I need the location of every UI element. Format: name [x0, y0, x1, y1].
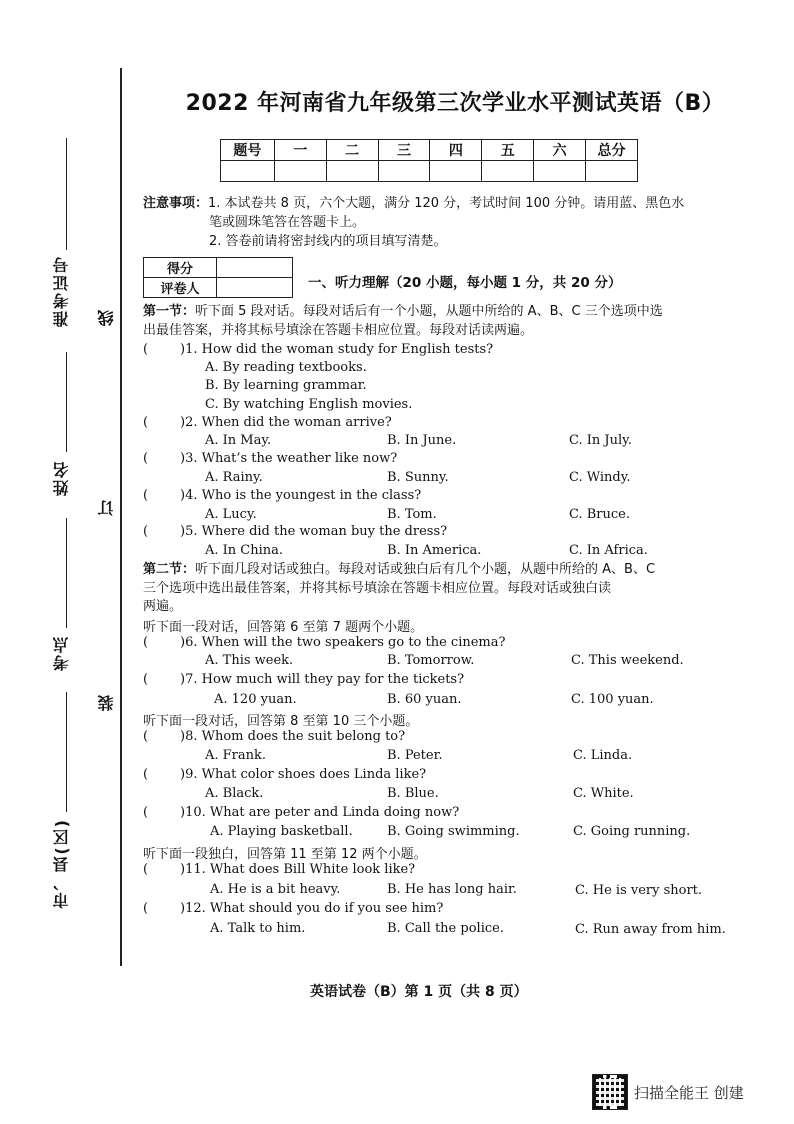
- question-10-option-c: C. Going running.: [573, 824, 691, 839]
- qr-code-icon: [592, 1074, 628, 1110]
- score-cell[interactable]: [586, 161, 638, 182]
- question-2-option-b: B. In June.: [387, 433, 457, 448]
- intro-questions-11-12: 听下面一段独白，回答第 11 至第 12 两个小题。: [143, 847, 427, 862]
- question-1-option-b: B. By learning grammar.: [205, 378, 367, 393]
- district-underline: [66, 692, 67, 812]
- question-7-option-a: A. 120 yuan.: [214, 692, 297, 707]
- question-11-option-c: C. He is very short.: [575, 883, 703, 898]
- question-5-option-a: A. In China.: [205, 543, 284, 558]
- answer-bracket[interactable]: (: [143, 415, 149, 430]
- question-7-stem: )7. How much will they pay for the tickets?: [180, 672, 465, 687]
- exam-notes: [143, 194, 783, 251]
- score-header-cell: 六: [534, 140, 586, 161]
- question-3-stem: )3. What’s the weather like now?: [180, 451, 398, 466]
- question-8-option-c: C. Linda.: [573, 748, 633, 763]
- question-12-option-c: C. Run away from him.: [575, 922, 726, 937]
- exam-id-underline: [66, 138, 67, 250]
- page-title: 2022 年河南省九年级第三次学业水平测试英语（B）: [185, 91, 725, 116]
- question-2-option-a: A. In May.: [205, 433, 272, 448]
- notes-item-1: 1. 本试卷共 8 页，六个大题，满分 120 分，考试时间 100 分钟。请用蓝、黑色水: [208, 196, 685, 211]
- section2-text-2: 三个选项中选出最佳答案，并将其标号填涂在答题卡相应位置。每段对话或独白读: [143, 580, 612, 596]
- score-cell[interactable]: [274, 161, 326, 182]
- score-cell[interactable]: [221, 161, 275, 182]
- exam-site-underline: [66, 518, 67, 628]
- score-table-header-row: [221, 140, 638, 161]
- question-9-option-c: C. White.: [573, 786, 634, 801]
- district-label: 市、县(区): [52, 818, 71, 909]
- grader-box: [143, 257, 293, 298]
- section2-text-3: 两遍。: [143, 599, 183, 614]
- answer-bracket[interactable]: (: [143, 901, 149, 916]
- notes-label: 注意事项：: [143, 196, 209, 211]
- score-header-cell: 二: [326, 140, 378, 161]
- notes-item-2: 2. 答卷前请将密封线内的项目填写清楚。: [209, 234, 447, 249]
- name-underline: [66, 352, 67, 452]
- section2-label: 第二节：: [143, 562, 196, 577]
- question-1-option-c: C. By watching English movies.: [205, 397, 413, 412]
- part1-heading: 一、听力理解（20 小题，每小题 1 分，共 20 分）: [308, 275, 622, 291]
- binding-line-mark: 线: [97, 310, 116, 326]
- answer-bracket[interactable]: (: [143, 729, 149, 744]
- question-11-option-a: A. He is a bit heavy.: [210, 882, 341, 897]
- scanner-watermark: 扫描全能王 创建: [634, 1084, 744, 1102]
- question-5-option-c: C. In Africa.: [569, 543, 648, 558]
- answer-bracket[interactable]: (: [143, 342, 149, 357]
- question-4-option-b: B. Tom.: [387, 507, 437, 522]
- score-header-cell: 总分: [586, 140, 638, 161]
- question-8-option-a: A. Frank.: [205, 748, 267, 763]
- question-9-stem: )9. What color shoes does Linda like?: [180, 767, 427, 782]
- grader-score-label: 得分: [144, 258, 217, 278]
- score-header-cell: 一: [274, 140, 326, 161]
- grader-reviewer-label: 评卷人: [144, 278, 217, 298]
- answer-bracket[interactable]: (: [143, 635, 149, 650]
- exam-site-label: 考点: [52, 635, 71, 671]
- score-cell[interactable]: [378, 161, 430, 182]
- question-11-stem: )11. What does Bill White look like?: [180, 862, 416, 877]
- score-header-cell: 题号: [221, 140, 275, 161]
- answer-bracket[interactable]: (: [143, 672, 149, 687]
- question-4-option-a: A. Lucy.: [205, 507, 257, 522]
- question-12-option-b: B. Call the police.: [387, 921, 504, 936]
- binding-margin-rule: [120, 68, 122, 966]
- score-cell[interactable]: [534, 161, 586, 182]
- question-10-stem: )10. What are peter and Linda doing now?: [180, 805, 460, 820]
- answer-bracket[interactable]: (: [143, 488, 149, 503]
- answer-bracket[interactable]: (: [143, 524, 149, 539]
- score-cell[interactable]: [326, 161, 378, 182]
- score-header-cell: 三: [378, 140, 430, 161]
- score-header-cell: 四: [430, 140, 482, 161]
- question-6-option-a: A. This week.: [205, 653, 294, 668]
- score-cell[interactable]: [430, 161, 482, 182]
- binding-staple-mark: 订: [97, 500, 116, 516]
- question-8-stem: )8. Whom does the suit belong to?: [180, 729, 406, 744]
- binding-pack-mark: 装: [97, 695, 116, 711]
- question-4-stem: )4. Who is the youngest in the class?: [180, 488, 422, 503]
- answer-bracket[interactable]: (: [143, 862, 149, 877]
- section1-label: 第一节：: [143, 304, 196, 319]
- grader-reviewer-cell[interactable]: [217, 278, 293, 298]
- question-9-option-a: A. Black.: [205, 786, 264, 801]
- answer-bracket[interactable]: (: [143, 767, 149, 782]
- exam-id-label: 准考证号: [52, 255, 71, 327]
- question-9-option-b: B. Blue.: [387, 786, 439, 801]
- answer-bracket[interactable]: (: [143, 451, 149, 466]
- question-2-option-c: C. In July.: [569, 433, 632, 448]
- question-7-option-c: C. 100 yuan.: [571, 692, 654, 707]
- question-6-stem: )6. When will the two speakers go to the cinema?: [180, 635, 506, 650]
- question-10-option-b: B. Going swimming.: [387, 824, 520, 839]
- question-5-option-b: B. In America.: [387, 543, 482, 558]
- question-6-option-b: B. Tomorrow.: [387, 653, 475, 668]
- section1-text: 听下面 5 段对话。每段对话后有一个小题，从题中所给的 A、B、C 三个选项中选: [195, 304, 663, 319]
- grader-score-cell[interactable]: [217, 258, 293, 278]
- question-1-option-a: A. By reading textbooks.: [205, 360, 367, 375]
- question-3-option-b: B. Sunny.: [387, 470, 449, 485]
- score-header-cell: 五: [482, 140, 534, 161]
- question-6-option-c: C. This weekend.: [571, 653, 684, 668]
- intro-questions-8-10: 听下面一段对话，回答第 8 至第 10 三个小题。: [143, 714, 419, 729]
- question-10-option-a: A. Playing basketball.: [210, 824, 353, 839]
- question-12-option-a: A. Talk to him.: [210, 921, 306, 936]
- question-5-stem: )5. Where did the woman buy the dress?: [180, 524, 448, 539]
- question-7-option-b: B. 60 yuan.: [387, 692, 462, 707]
- question-3-option-c: C. Windy.: [569, 470, 631, 485]
- question-1-stem: )1. How did the woman study for English tests?: [180, 342, 494, 357]
- score-table: [220, 139, 638, 182]
- name-label: 姓名: [52, 460, 71, 496]
- score-cell[interactable]: [482, 161, 534, 182]
- section2-text: 听下面几段对话或独白。每段对话或独白后有几个小题，从题中所给的 A、B、C: [195, 562, 656, 577]
- notes-item-1-cont: 笔或圆珠笔答在答题卡上。: [209, 215, 366, 230]
- question-8-option-b: B. Peter.: [387, 748, 443, 763]
- answer-bracket[interactable]: (: [143, 805, 149, 820]
- question-4-option-c: C. Bruce.: [569, 507, 630, 522]
- question-11-option-b: B. He has long hair.: [387, 882, 517, 897]
- intro-questions-6-7: 听下面一段对话，回答第 6 至第 7 题两个小题。: [143, 620, 424, 635]
- page-footer: 英语试卷（B）第 1 页（共 8 页）: [310, 984, 528, 1000]
- question-3-option-a: A. Rainy.: [205, 470, 263, 485]
- section2-instructions: [143, 561, 788, 617]
- question-2-stem: )2. When did the woman arrive?: [180, 415, 392, 430]
- section1-instructions: [143, 303, 788, 340]
- score-table-blank-row: [221, 161, 638, 182]
- question-12-stem: )12. What should you do if you see him?: [180, 901, 444, 916]
- section1-text-2: 出最佳答案，并将其标号填涂在答题卡相应位置。每段对话读两遍。: [143, 322, 534, 338]
